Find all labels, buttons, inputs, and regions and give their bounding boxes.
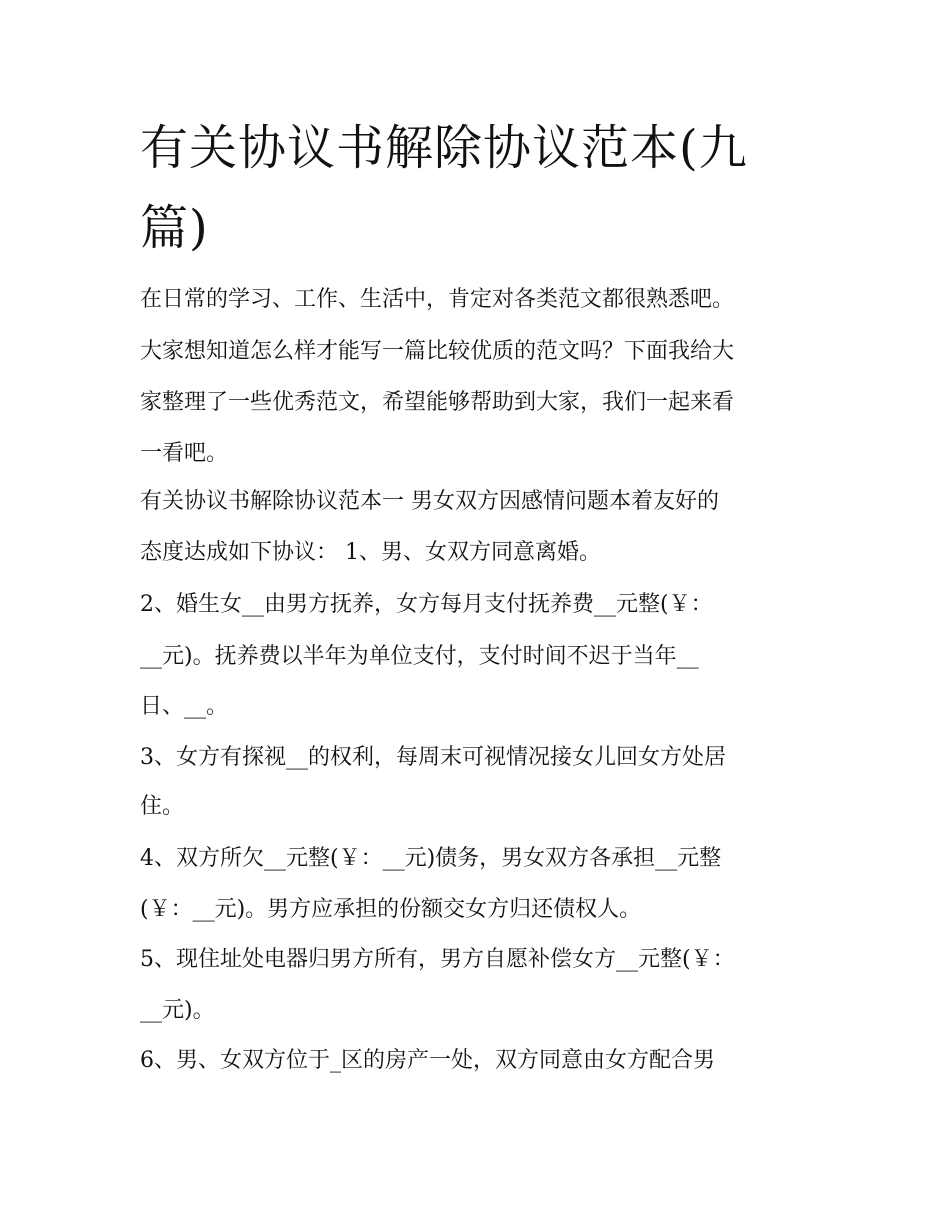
body-line-1: 在日常的学习、工作、生活中，肯定对各类范文都很熟悉吧。 [140,287,735,312]
body-line-11: 住。 [140,794,185,819]
document-title-line-1: 有关协议书解除协议范本(九 [140,120,748,176]
body-line-9: 日、__。 [140,694,229,719]
body-line-2: 大家想知道怎么样才能写一篇比较优质的范文吗？下面我给大 [140,339,735,364]
body-line-6: 态度达成如下协议： 1、男、女双方同意离婚。 [140,540,601,565]
body-line-8: __元)。抚养费以半年为单位支付，支付时间不迟于当年__ [140,644,699,669]
document-title-line-2: 篇) [140,200,209,256]
body-line-4: 一看吧。 [140,441,229,466]
body-line-15: __元)。 [140,998,215,1023]
body-line-5: 有关协议书解除协议范本一 男女双方因感情问题本着友好的 [140,489,719,514]
body-line-12: 4、双方所欠__元整(￥：__元)债务，男女双方各承担__元整 [140,846,722,871]
body-line-3: 家整理了一些优秀范文，希望能够帮助到大家，我们一起来看 [140,390,735,415]
body-line-13: (￥：__元)。男方应承担的份额交女方归还债权人。 [140,897,642,922]
body-line-16: 6、男、女双方位于_区的房产一处，双方同意由女方配合男 [140,1048,715,1073]
body-line-10: 3、女方有探视__的权利，每周末可视情况接女儿回女方处居 [140,745,726,770]
body-line-7: 2、婚生女__由男方抚养，女方每月支付抚养费__元整(￥： [140,592,713,617]
body-line-14: 5、现住址处电器归男方所有，男方自愿补偿女方__元整(￥： [140,947,735,972]
